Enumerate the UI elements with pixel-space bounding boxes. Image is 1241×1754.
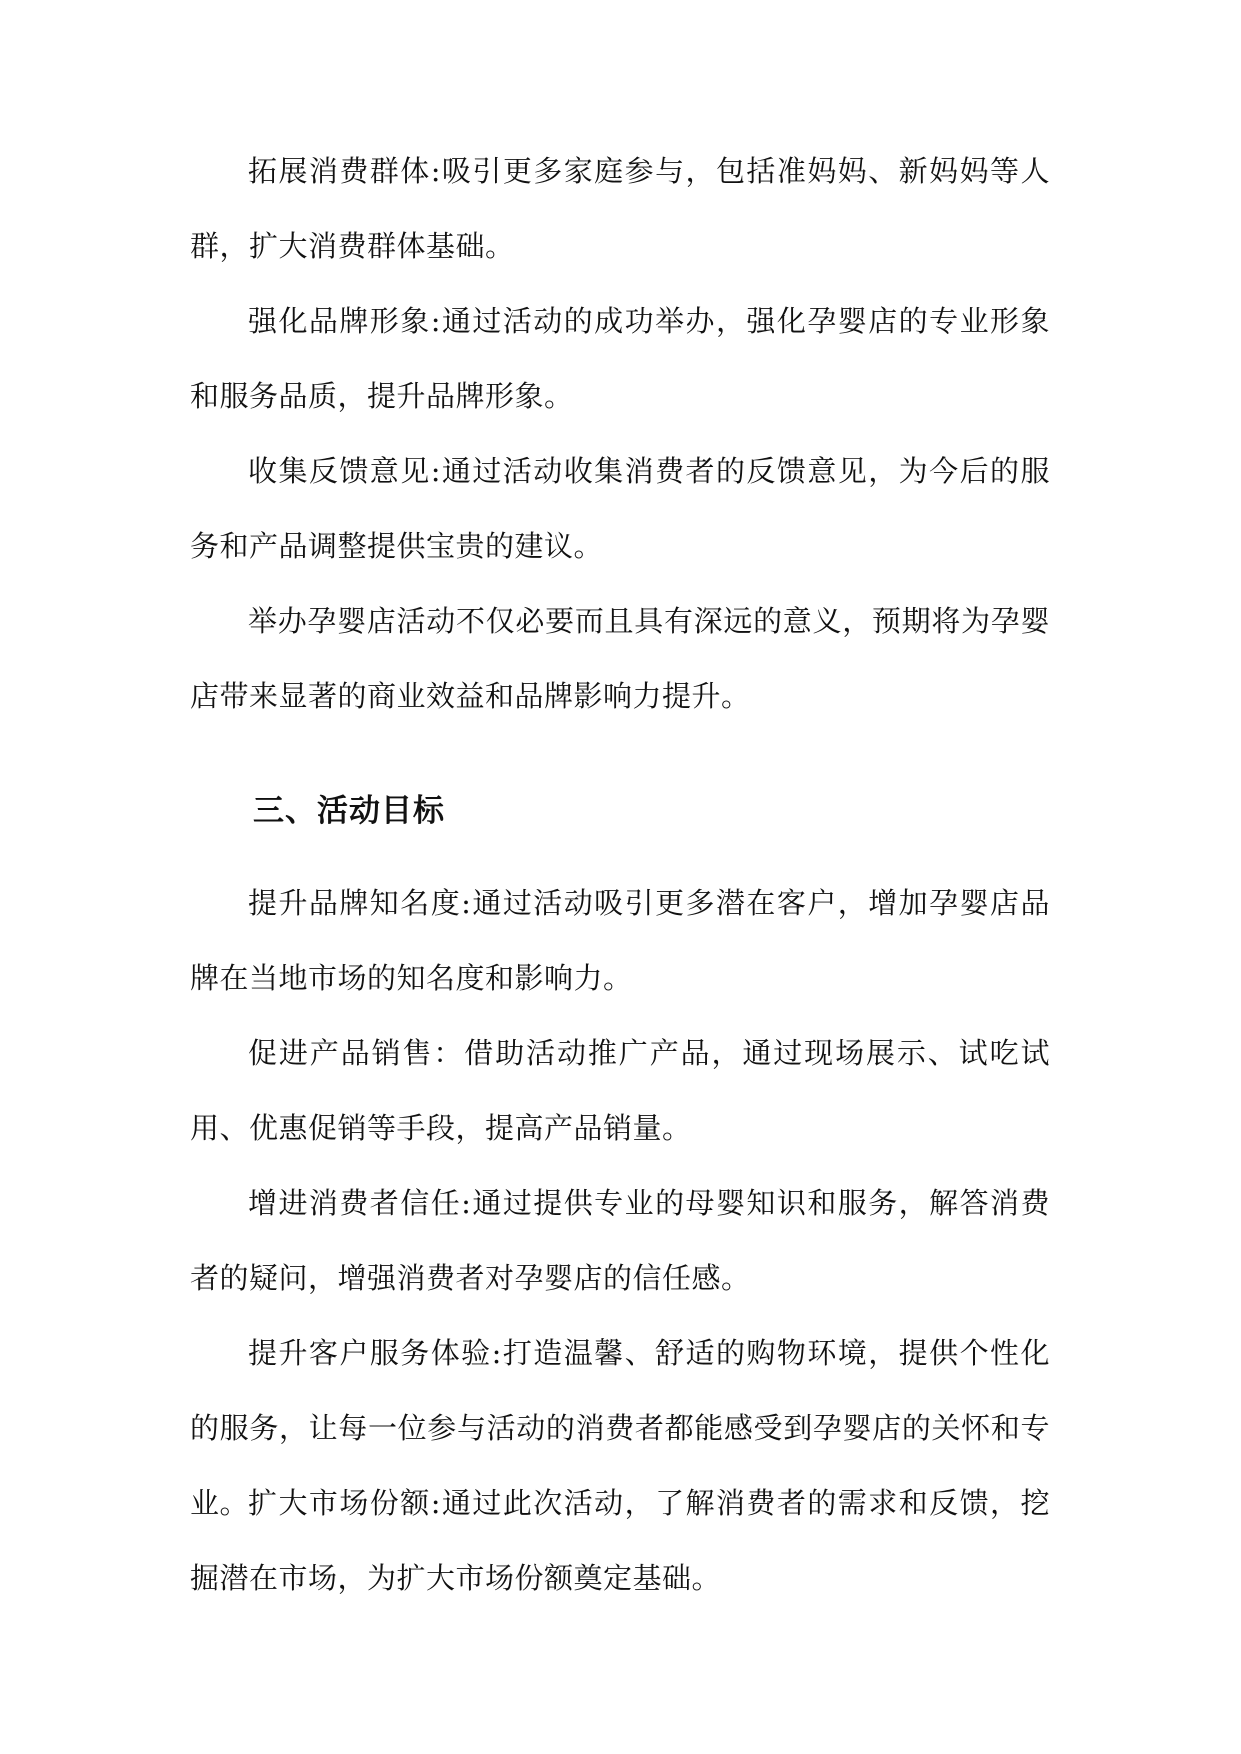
paragraph-text: 通过活动吸引更多潜在客户，增加孕婴店品牌在当地市场的知名度和影响力。	[190, 886, 1050, 995]
paragraph-market-share	[190, 1466, 1050, 1616]
paragraph-text: 通过提供专业的母婴知识和服务，解答消费者的疑问，增强消费者对孕婴店的信任感。	[190, 1186, 1050, 1295]
paragraph-text: 吸引更多家庭参与，包括准妈妈、新妈妈等人群，扩大消费群体基础。	[190, 154, 1050, 263]
paragraph-label: 增进消费者信任:	[248, 1186, 472, 1220]
paragraph-consumer-trust	[190, 1166, 1050, 1316]
paragraph-text: 借助活动推广产品，通过现场展示、试吃试用、优惠促销等手段，提高产品销量。	[190, 1036, 1050, 1145]
paragraph-label: 提升客户服务体验:	[248, 1336, 502, 1370]
paragraph-label: 收集反馈意见:	[248, 454, 441, 488]
paragraph-text: 通过此次活动，了解消费者的需求和反馈，挖掘潜在市场，为扩大市场份额奠定基础。	[190, 1486, 1050, 1595]
paragraph-collect-feedback	[190, 434, 1050, 584]
paragraph-label: 扩大市场份额:	[248, 1486, 441, 1520]
paragraph-summary	[190, 584, 1050, 734]
section-heading: 三、活动目标	[253, 793, 445, 829]
paragraph-label: 提升品牌知名度:	[248, 886, 472, 920]
paragraph-text: 举办孕婴店活动不仅必要而且具有深远的意义，预期将为孕婴店带来显著的商业效益和品牌影响力提升。	[190, 604, 1050, 713]
paragraph-expand-consumer-group	[190, 134, 1050, 284]
paragraph-strengthen-brand-image	[190, 284, 1050, 434]
paragraph-label: 拓展消费群体:	[248, 154, 441, 188]
paragraph-label: 促进产品销售：	[248, 1036, 465, 1070]
paragraph-brand-awareness	[190, 866, 1050, 1016]
paragraph-text: 打造温馨、舒适的购物环境，提供个性化的服务，让每一位参与活动的消费者都能感受到孕婴店的关怀和专业。	[190, 1336, 1050, 1520]
paragraph-text: 通过活动的成功举办，强化孕婴店的专业形象和服务品质，提升品牌形象。	[190, 304, 1050, 413]
paragraph-label: 强化品牌形象:	[248, 304, 441, 338]
paragraph-promote-sales	[190, 1016, 1050, 1166]
paragraph-text: 通过活动收集消费者的反馈意见，为今后的服务和产品调整提供宝贵的建议。	[190, 454, 1050, 563]
